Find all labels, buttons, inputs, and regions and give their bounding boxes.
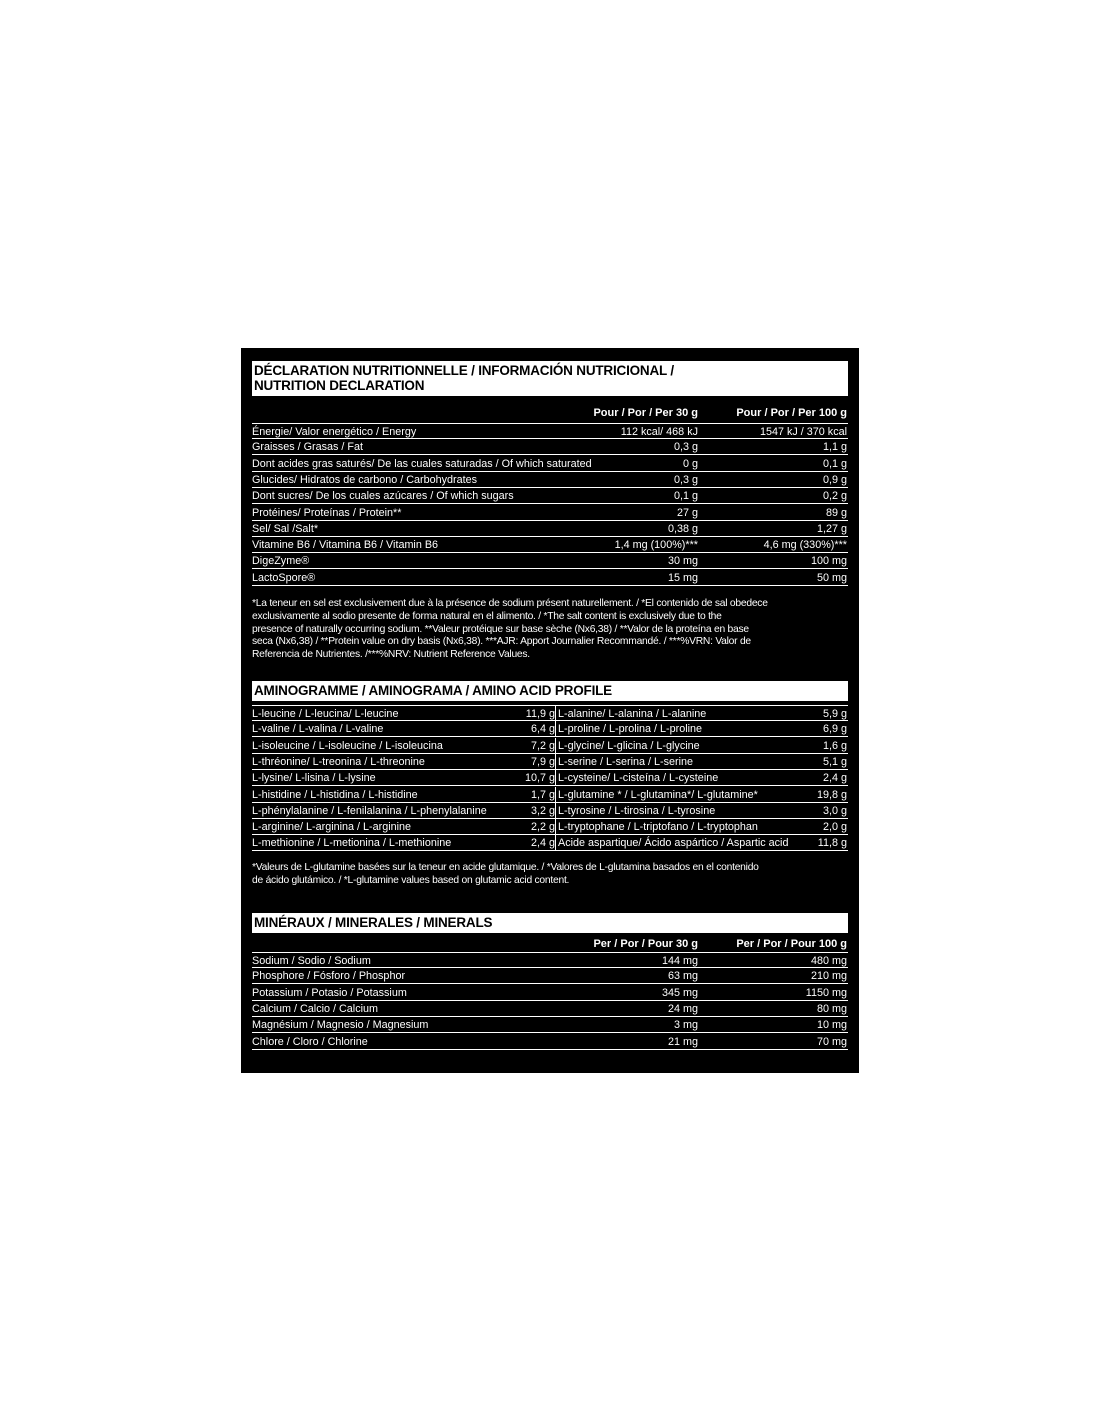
amino-name: L-methionine / L-metionina / L-methionine (252, 837, 452, 850)
nutrition-row (252, 570, 848, 586)
mineral-name: Potassium / Potasio / Potassium (252, 986, 407, 999)
amino-value: 2,4 g (822, 772, 847, 785)
nutrition-row (252, 505, 848, 521)
minerals-section-header (252, 913, 848, 933)
value-per-100g: 80 mg (816, 1002, 847, 1015)
amino-value: 2,2 g (530, 821, 555, 834)
mineral-row (252, 1001, 848, 1017)
minerals-title: MINÉRAUX / MINERALES / MINERALS (254, 915, 493, 930)
value-per-30g: 0,3 g (673, 441, 698, 454)
amino-value: 1,7 g (530, 788, 555, 801)
mineral-name: Sodium / Sodio / Sodium (252, 955, 371, 967)
value-per-30g: 24 mg (667, 1002, 698, 1015)
value-per-100g: 100 mg (810, 555, 847, 568)
value-per-100g: 10 mg (816, 1019, 847, 1032)
value-per-100g: 1,1 g (822, 441, 847, 454)
nutrition-row (252, 439, 848, 455)
amino-row (252, 721, 848, 737)
value-per-100g: 50 mg (816, 571, 847, 584)
amino-name: L-proline / L-prolina / L-proline (555, 721, 702, 736)
value-per-100g: 480 mg (810, 955, 847, 967)
mineral-row (252, 1017, 848, 1033)
nutrient-name: Énergie/ Valor energético / Energy (252, 426, 417, 438)
nutrition-title-line1: DÉCLARATION NUTRITIONNELLE / INFORMACIÓN NUTRICIONAL / (254, 363, 674, 378)
nutrition-label-panel (241, 348, 859, 1073)
nutrition-row (252, 472, 848, 488)
amino-value: 10,7 g (524, 772, 555, 785)
value-per-30g: 112 kcal/ 468 kJ (620, 426, 698, 438)
amino-name: L-glutamine * / L-glutamina*/ L-glutamine* (555, 787, 758, 802)
footnote-line: de ácido glutámico. / *L-glutamine values based on glutamic acid content. (252, 874, 570, 886)
nutrition-row (252, 423, 848, 439)
value-per-30g: 21 mg (667, 1035, 698, 1048)
nutrient-name: Vitamine B6 / Vitamina B6 / Vitamin B6 (252, 539, 439, 552)
mineral-name: Phosphore / Fósforo / Phosphor (252, 970, 406, 983)
footnote-line: *La teneur en sel est exclusivement due à la présence de sodium présent naturellement. / *El contenido de sal obedece (252, 598, 768, 609)
value-per-30g: 63 mg (667, 970, 698, 983)
footnote-line: exclusivamente al sodio presente de forma natural en el alimento. / *The salt content is exclusively due to the (252, 610, 722, 622)
footnote-line: *Valeurs de L-glutamine basées sur la teneur en acide glutamique. / *Valores de L-glutamina basados en el contenido (252, 862, 759, 873)
mineral-row (252, 952, 848, 968)
value-per-100g: 1547 kJ / 370 kcal (759, 426, 847, 438)
value-per-30g: 345 mg (661, 986, 698, 999)
amino-value: 19,8 g (816, 788, 847, 801)
amino-row (252, 705, 848, 721)
amino-name: Acide aspartique/ Ácido aspártico / Aspartic acid (555, 835, 788, 850)
nutrition-row (252, 553, 848, 569)
nutrition-title-line2: NUTRITION DECLARATION (254, 378, 425, 393)
value-per-30g: 30 mg (667, 555, 698, 568)
nutrition-col-30g: Pour / Por / Per 30 g (593, 407, 698, 419)
nutrient-name: Protéines/ Proteínas / Protein** (252, 506, 402, 519)
amino-name: L-cysteine/ L-cisteína / L-cysteine (555, 770, 718, 785)
amino-value: 6,4 g (530, 723, 555, 736)
amino-row (252, 819, 848, 835)
value-per-30g: 3 mg (673, 1019, 698, 1032)
mineral-name: Magnésium / Magnesio / Magnesium (252, 1019, 429, 1032)
amino-name: L-tyrosine / L-tirosina / L-tyrosine (555, 803, 715, 818)
amino-row (252, 754, 848, 770)
value-per-30g: 1,4 mg (100%)*** (614, 539, 698, 552)
value-per-30g: 15 mg (667, 571, 698, 584)
mineral-row (252, 1034, 848, 1050)
amino-name: L-isoleucine / L-isoleucine / L-isoleucina (252, 739, 443, 752)
value-per-100g: 70 mg (816, 1035, 847, 1048)
amino-row (252, 835, 848, 851)
footnote-line: Referencia de Nutrientes. /***%NRV: Nutrient Reference Values. (252, 649, 530, 661)
amino-value: 2,0 g (822, 821, 847, 834)
amino-value: 11,8 g (817, 837, 847, 850)
value-per-100g: 0,2 g (822, 490, 847, 503)
nutrition-row (252, 537, 848, 553)
value-per-30g: 27 g (676, 506, 698, 519)
footnote-line: presence of naturally occurring sodium. **Valeur protéique sur base sèche (Nx6,38) / **Valor de la proteína en base (252, 623, 749, 635)
amino-name: L-tryptophane / L-triptofano / L-tryptophan (555, 819, 758, 834)
amino-value: 11,9 g (525, 708, 555, 720)
amino-name: L-phénylalanine / L-fenilalanina / L-phenylalanine (252, 804, 487, 817)
nutrition-footnote (252, 598, 848, 662)
nutrient-name: LactoSpore® (252, 571, 316, 584)
nutrition-col-100g: Pour / Por / Per 100 g (736, 407, 847, 419)
nutrition-row (252, 488, 848, 504)
amino-name: L-lysine/ L-lisina / L-lysine (252, 772, 376, 785)
value-per-100g: 1150 mg (805, 986, 847, 999)
nutrition-section-header (252, 361, 848, 396)
amino-row (252, 787, 848, 803)
value-per-100g: 1,27 g (816, 522, 847, 535)
amino-value: 5,1 g (822, 755, 847, 768)
amino-value: 2,4 g (530, 837, 555, 850)
nutrient-name: Glucides/ Hidratos de carbono / Carbohydrates (252, 473, 478, 486)
amino-row (252, 770, 848, 786)
value-per-100g: 210 mg (810, 970, 847, 983)
value-per-30g: 0 g (682, 457, 698, 470)
nutrient-name: DigeZyme® (252, 555, 310, 568)
amino-row (252, 738, 848, 754)
amino-footnote (252, 862, 848, 888)
mineral-row (252, 968, 848, 984)
amino-name: L-leucine / L-leucina/ L-leucine (252, 708, 399, 720)
amino-title: AMINOGRAMME / AMINOGRAMA / AMINO ACID PROFILE (254, 683, 612, 698)
nutrient-name: Dont acides gras saturés/ De las cuales saturadas / Of which saturated (252, 457, 592, 470)
amino-value: 3,0 g (822, 804, 847, 817)
amino-value: 3,2 g (530, 804, 555, 817)
amino-name: L-glycine/ L-glicina / L-glycine (555, 738, 700, 753)
amino-value: 6,9 g (822, 723, 847, 736)
amino-value: 1,6 g (822, 739, 847, 752)
amino-name: L-arginine/ L-arginina / L-arginine (252, 821, 412, 834)
value-per-100g: 89 g (825, 506, 847, 519)
nutrient-name: Graisses / Grasas / Fat (252, 441, 363, 454)
minerals-col-30g: Per / Por / Pour 30 g (593, 938, 698, 950)
mineral-name: Calcium / Calcio / Calcium (252, 1002, 378, 1015)
amino-name: L-alanine/ L-alanina / L-alanine (555, 706, 706, 721)
nutrient-name: Dont sucres/ De los cuales azúcares / Of which sugars (252, 490, 514, 503)
minerals-col-100g: Per / Por / Pour 100 g (736, 938, 847, 950)
nutrient-name: Sel/ Sal /Salt* (252, 522, 319, 535)
amino-name: L-serine / L-serina / L-serine (555, 754, 693, 769)
value-per-100g: 0,9 g (822, 473, 847, 486)
value-per-30g: 0,1 g (673, 490, 698, 503)
amino-value: 5,9 g (822, 708, 847, 720)
amino-name: L-histidine / L-histidina / L-histidine (252, 788, 418, 801)
mineral-name: Chlore / Cloro / Chlorine (252, 1035, 368, 1048)
amino-name: L-thréonine/ L-treonina / L-threonine (252, 755, 425, 768)
nutrition-row (252, 456, 848, 472)
value-per-100g: 0,1 g (822, 457, 847, 470)
mineral-row (252, 985, 848, 1001)
value-per-30g: 0,38 g (667, 522, 698, 535)
amino-value: 7,2 g (530, 739, 555, 752)
nutrition-row (252, 521, 848, 537)
value-per-100g: 4,6 mg (330%)*** (763, 539, 847, 552)
amino-name: L-valine / L-valina / L-valine (252, 723, 384, 736)
footnote-line: seca (Nx6,38) / **Protein value on dry basis (Nx6,38). ***AJR: Apport Journalier Recommandé. / ***%VRN: Valor de (252, 636, 751, 648)
amino-value: 7,9 g (530, 755, 555, 768)
value-per-30g: 0,3 g (673, 473, 698, 486)
amino-section-header (252, 681, 848, 701)
amino-row (252, 803, 848, 819)
value-per-30g: 144 mg (661, 955, 698, 967)
